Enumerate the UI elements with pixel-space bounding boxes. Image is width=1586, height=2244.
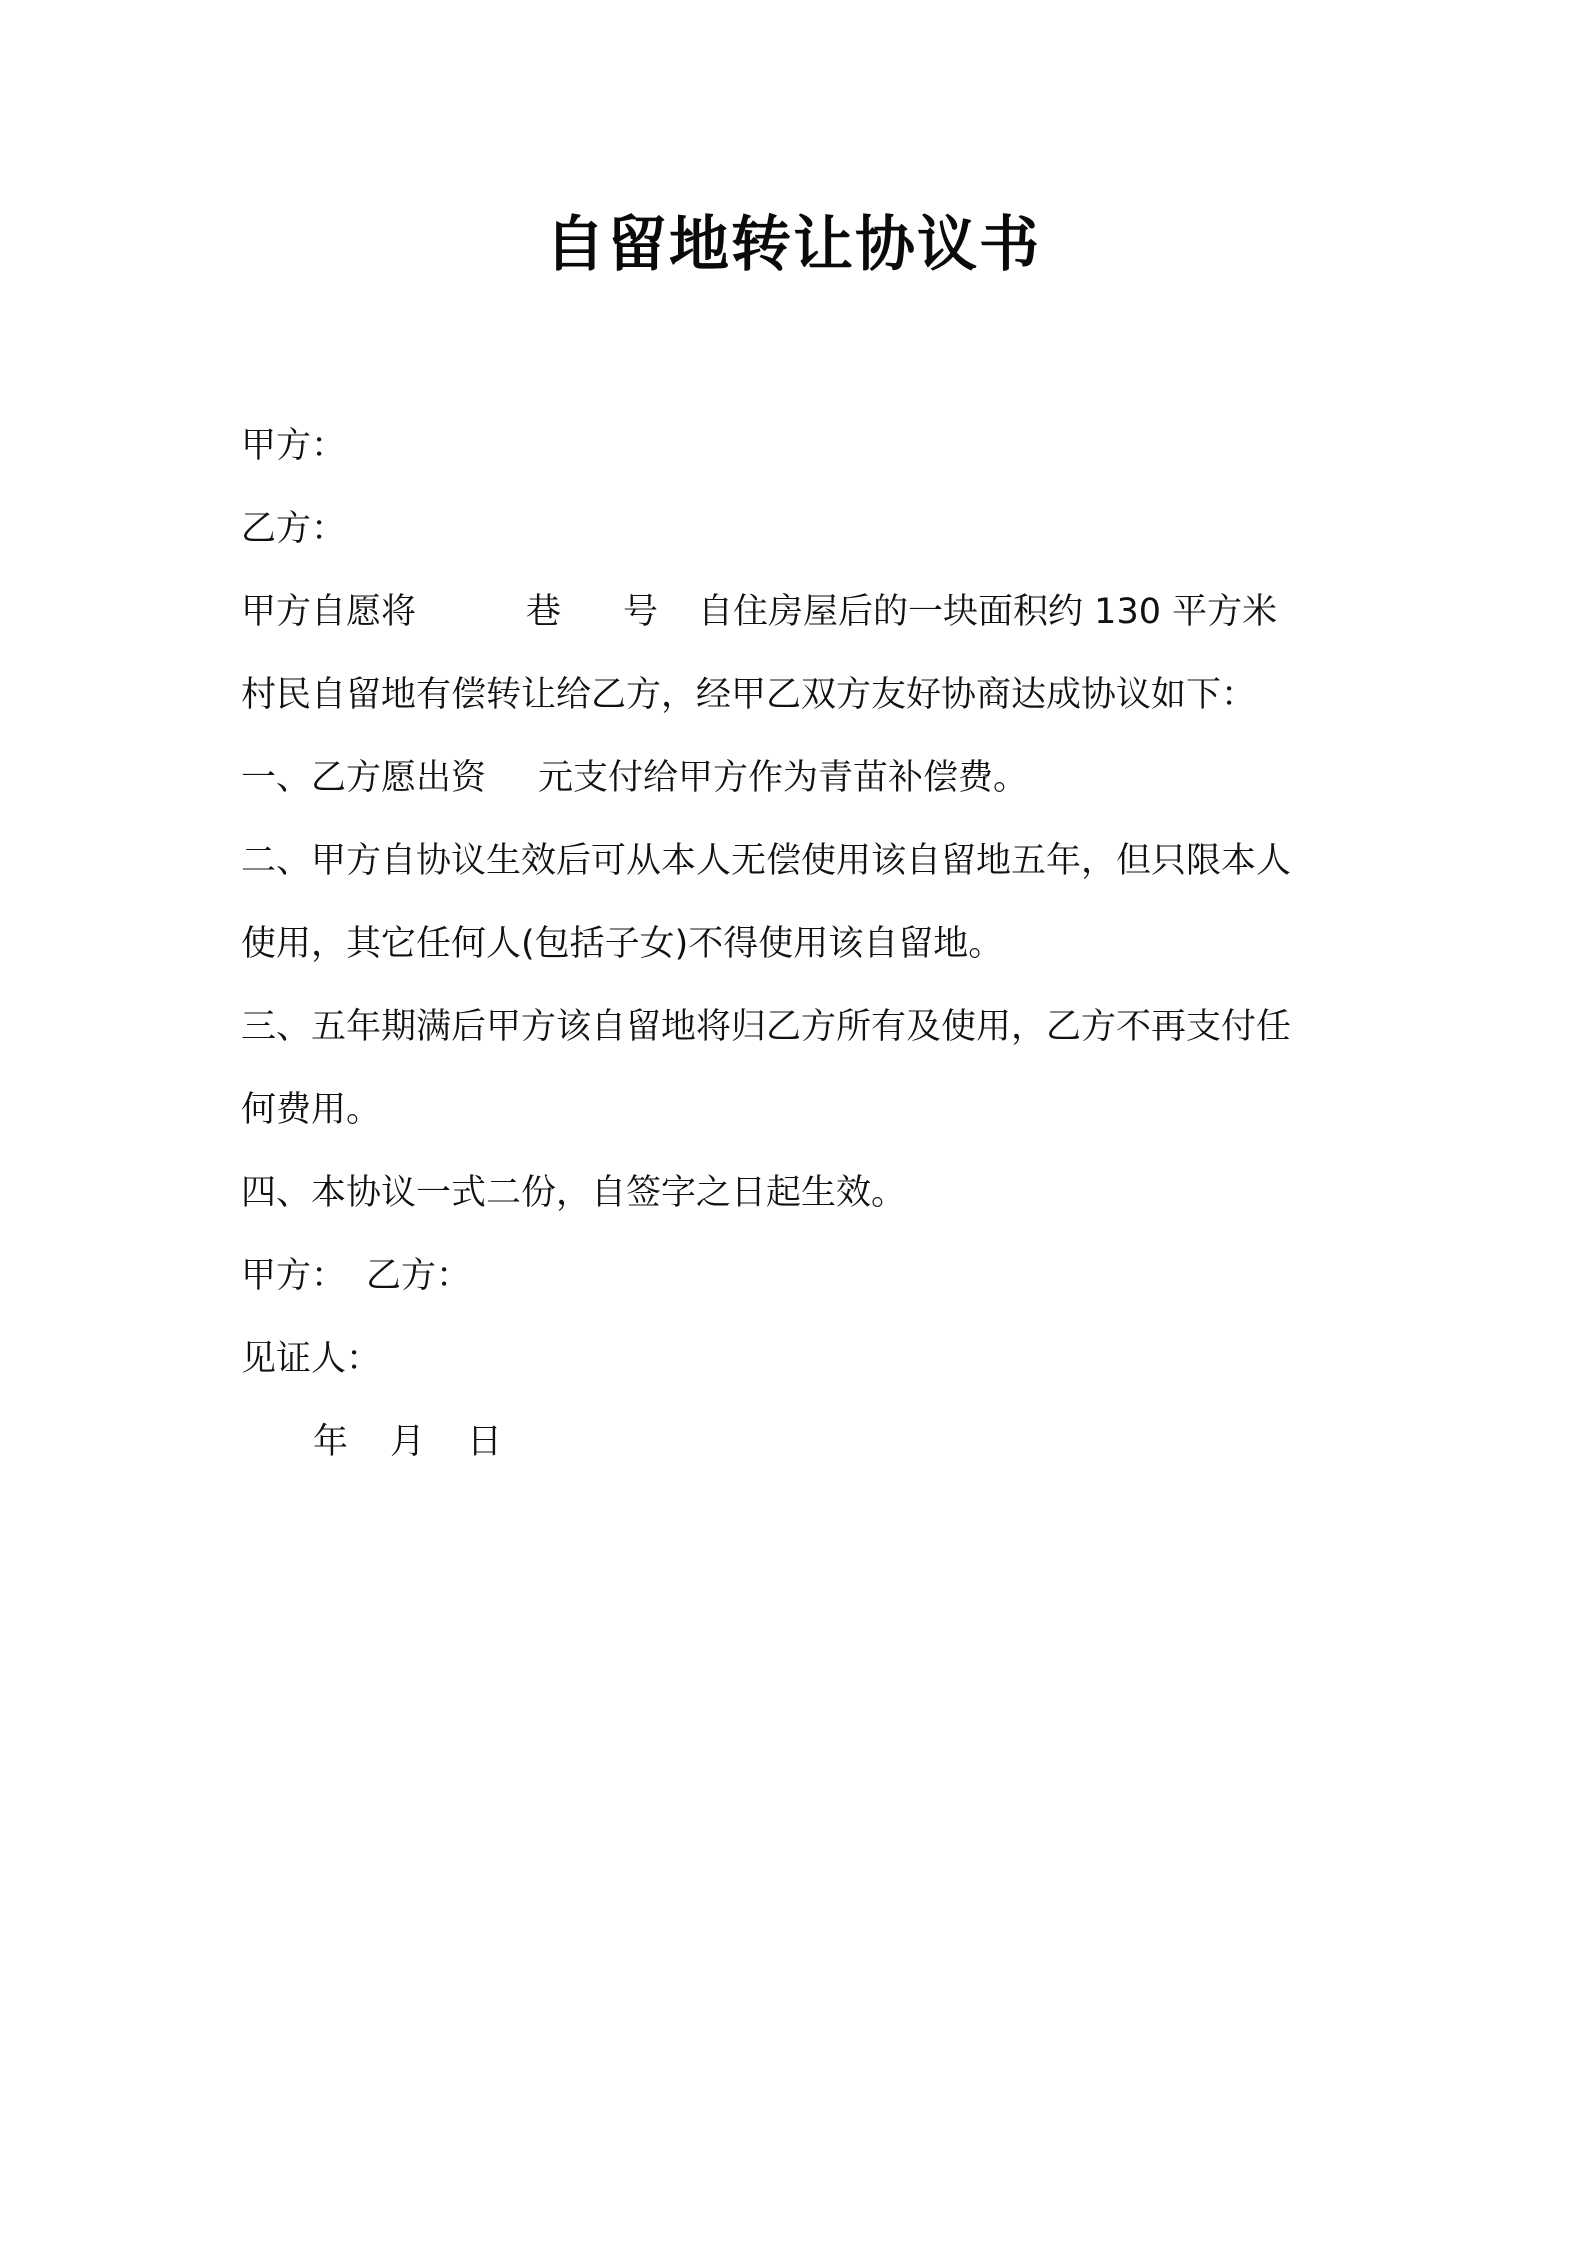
clause1-text-1: 一、乙方愿出资 (241, 758, 487, 798)
party-b-label: 乙方： (241, 509, 347, 549)
signature-party-b: 乙方： (366, 1256, 472, 1296)
clause3-line-1: 三、五年期满后甲方该自留地将归乙方所有及使用，乙方不再支付任 (241, 1007, 1292, 1047)
date-line (241, 1401, 1361, 1484)
para1-text-1: 甲方自愿将 (241, 592, 417, 632)
clause3-line-2: 何费用。 (241, 1090, 382, 1130)
clause1-text-2: 元支付给甲方作为青苗补偿费。 (538, 758, 1029, 798)
witness-label: 见证人： (241, 1339, 382, 1379)
document-title: 自留地转让协议书 (545, 210, 1041, 280)
party-a-label: 甲方： (241, 426, 347, 466)
document-body (241, 405, 1361, 1484)
para1-text-2: 巷 (526, 592, 562, 632)
clause2-line-1: 二、甲方自协议生效后可从本人无偿使用该自留地五年，但只限本人 (241, 841, 1292, 881)
clause2-line-2: 使用，其它任何人(包括子女)不得使用该自留地。 (241, 924, 1004, 964)
clause4-text: 四、本协议一式二份，自签字之日起生效。 (241, 1173, 907, 1213)
para1-text-3: 号 (623, 592, 659, 632)
date-month: 月 (390, 1422, 426, 1462)
party-a-line (241, 405, 1361, 488)
signature-party-a: 甲方： (241, 1256, 347, 1296)
paragraph-1-line-1 (241, 571, 1361, 654)
clause-4 (241, 1152, 1361, 1235)
paragraph-1-line-2 (241, 654, 1361, 737)
clause-3-line-1 (241, 986, 1361, 1069)
date-year: 年 (313, 1422, 349, 1462)
para1-line-2: 村民自留地有偿转让给乙方，经甲乙双方友好协商达成协议如下： (241, 675, 1257, 715)
para1-text-4: 自住房屋后的一块面积约 130 平方米 (698, 592, 1278, 632)
clause-1 (241, 737, 1361, 820)
clause-2-line-1 (241, 820, 1361, 903)
party-b-line (241, 488, 1361, 571)
clause-2-line-2 (241, 903, 1361, 986)
witness-line (241, 1318, 1361, 1401)
signature-line (241, 1235, 1361, 1318)
date-day: 日 (467, 1422, 503, 1462)
clause-3-line-2 (241, 1069, 1361, 1152)
